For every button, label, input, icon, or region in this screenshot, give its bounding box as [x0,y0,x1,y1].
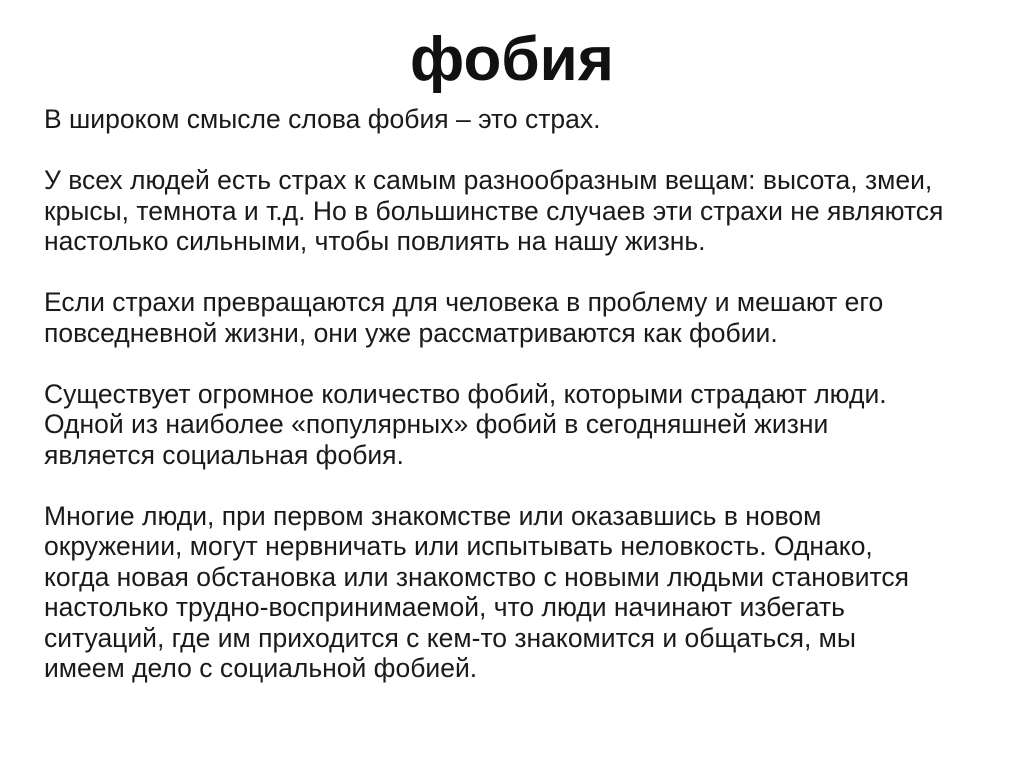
slide-title: фобия [410,25,614,94]
paragraph-social-phobia-intro: Существует огромное количество фобий, которыми страдают люди. Одной из наиболее «популярных» фобий в сегодняшней жизни является социальная фобия. [44,378,887,470]
paragraph-fears-become-phobias: Если страхи превращаются для человека в проблему и мешают его повседневной жизни, они уже рассматриваются как фобии. [44,287,884,348]
slide-body [44,104,1014,714]
paragraph-definition: В широком смысле слова фобия – это страх. [44,104,601,134]
paragraph-social-phobia-description: Многие люди, при первом знакомстве или оказавшись в новом окружении, могут нервничать или испытывать неловкость. Однако, когда новая обстановка или знакомство с новыми людьми становится настолько трудно-воспринимаемой, что люди начинают избегать ситуаций, где им приходится с кем-то знакомится и общаться, мы имеем дело с социальной фобией. [44,500,909,683]
paragraph-common-fears: У всех людей есть страх к самым разнообразным вещам: высота, змеи, крысы, темнота и т.д. Но в большинстве случаев эти страхи не являются настолько сильными, чтобы повлиять на нашу жизнь. [44,165,944,256]
